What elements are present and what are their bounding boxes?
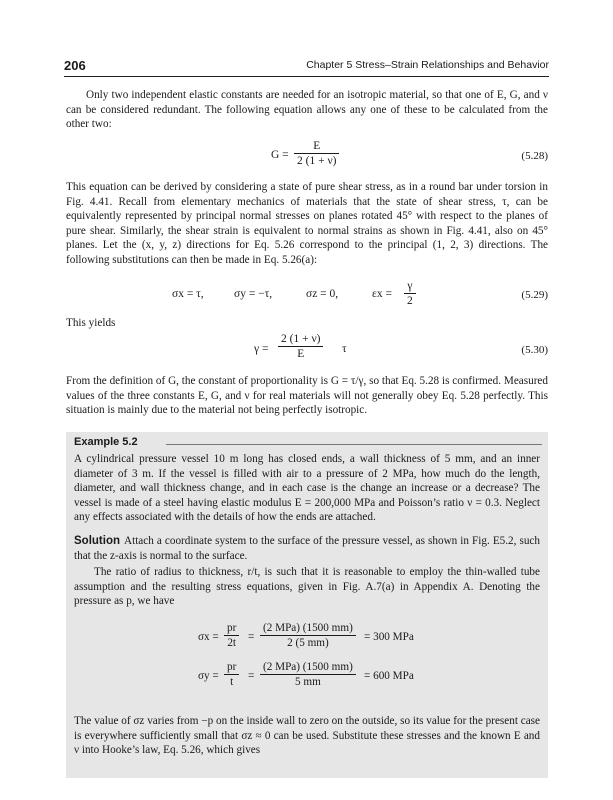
example-problem: A cylindrical pressure vessel 10 m long has closed ends, a wall thickness of 5 mm, and an inner diameter of 3 m. If the vessel is filled with air to a pressure of 2 MPa, how much do the length, diameter, and wall thickness change, and in each case is the change an increase or a decrease? The vessel is made of a steel having elastic modulus E = 200,000 MPa and Poisson’s ratio ν = 0.3. Neglect any effects associated with the details of how the ends are attached. <box>74 453 540 524</box>
paragraph-derivation: This equation can be derived by considering a state of pure shear stress, as in a round bar under torsion in Fig. 4.41. Recall from elementary mechanics of materials that the state of shear stress, τ, can be equivalently represented by principal normal stresses on planes rotated 45° with respect to the planes of pure shear. Similarly, the shear strain is equivalent to normal strains as shown in Fig. 4.41, also on 45° planes. Let the (x, y, z) directions for Eq. 5.26 correspond to the principal (1, 2, 3) directions. The following substitutions can then be made in Eq. 5.26(a): <box>66 181 548 266</box>
solution-paragraph-1: Solution Attach a coordinate system to the surface of the pressure vessel, as shown in Fig. E5.2, such that the z-axis is normal to the surface. <box>74 535 540 562</box>
equation-sigma-x: σx = $\frac{pr}{2t}$ = (2 MPa) (1500 mm) 2 (5 mm) = 300 MPa <box>198 622 414 649</box>
page-header <box>64 58 549 76</box>
example-box <box>66 432 548 778</box>
example-title-rule <box>166 444 542 445</box>
example-closing-paragraph: The value of σz varies from −p on the inside wall to zero on the outside, so its value for the present case is everywhere sufficiently small that σz ≈ 0 can be used. Substitute these stresses and the known E and ν into Hooke’s law, Eq. 5.26, which gives <box>74 715 540 757</box>
solution-label: Solution <box>74 535 120 547</box>
equation-number: (5.29) <box>521 289 548 301</box>
paragraph-intro: Only two independent elastic constants are needed for an isotropic material, so that one of E, G, and ν can be considered redundant. The following equation allows any one of these to be calculated from the other two: <box>66 89 548 131</box>
solution-paragraph-2: The ratio of radius to thickness, r/t, is such that it is reasonable to employ the thin-walled tube assumption and the resulting stress equations, given in Fig. A.7(a) in Appendix A. Denoting the pressure as p, we have <box>74 566 540 608</box>
header-rule <box>64 76 549 77</box>
paragraph-yields: This yields <box>66 317 116 329</box>
equation-number: (5.28) <box>521 150 548 162</box>
page-number: 206 <box>64 58 86 73</box>
equation-sigma-y: σy = $\frac{pr}{t}$ = (2 MPa) (1500 mm) 5 mm = 600 MPa <box>198 661 414 688</box>
paragraph-confirmation: From the definition of G, the constant of proportionality is G = τ/γ, so that Eq. 5.28 is confirmed. Measured values of the three constants E, G, and ν for real materials will not generally obey Eq. 5.28 perfectly. This situation is mainly due to the material not being perfectly isotropic. <box>66 375 548 417</box>
equation-number: (5.30) <box>521 344 548 356</box>
equation-5-28: G = $\frac{E}{2 (1 + \nu)}$ (5.28) <box>271 140 548 167</box>
equation-5-29: σx = τ, σy = −τ, σz = 0, εx = $\frac{\gamma}{2}$ (5.29) <box>172 280 548 307</box>
example-title: Example 5.2 <box>74 436 138 448</box>
equation-5-30: γ = $\frac{2 (1 + \nu)}{E}$ τ (5.30) <box>254 333 548 360</box>
chapter-title: Chapter 5 Stress–Strain Relationships and Behavior <box>306 59 549 71</box>
